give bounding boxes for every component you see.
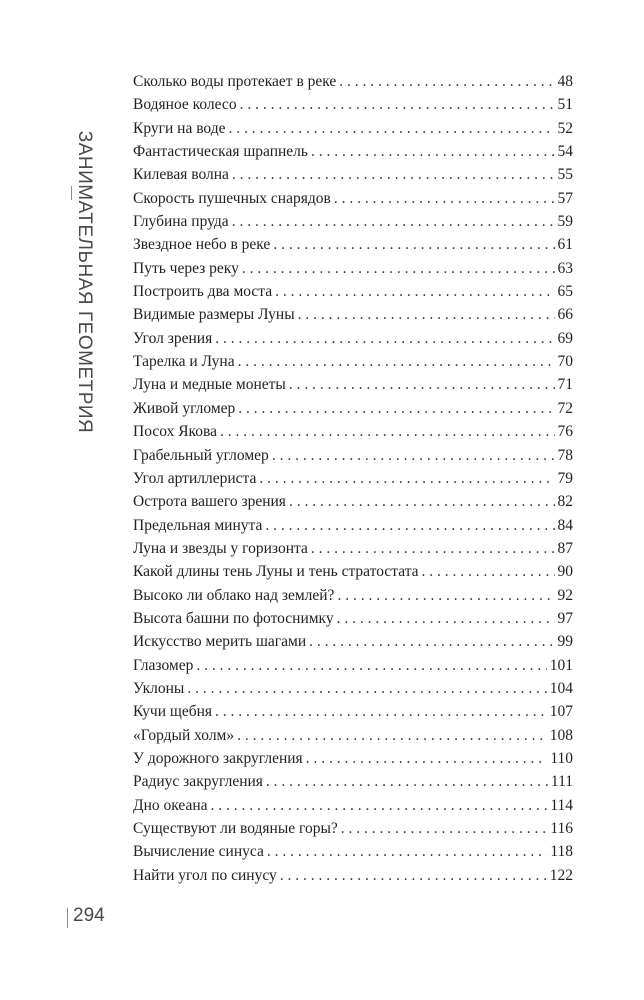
toc-entry-title: Высоко ли облако над землей? [133,586,335,604]
toc-entry-page: 70 [557,353,573,371]
toc-dot-leader [337,584,554,607]
toc-entry-page: 114 [550,796,573,814]
toc-entry[interactable] [133,607,573,630]
toc-entry-title: Глубина пруда [133,213,229,231]
toc-entry-title: Построить два моста [133,283,273,301]
toc-dot-leader [311,140,555,163]
toc-entry-title: «Гордый холм» [133,726,235,744]
toc-dot-leader [211,794,548,817]
toc-dot-leader [298,303,555,326]
toc-entry[interactable] [133,70,573,93]
toc-dot-leader [275,280,554,303]
toc-entry-title: Водяное колесо [133,96,237,114]
toc-entry-page: 97 [557,609,573,627]
toc-entry-title: Высота башни по фотоснимку [133,609,334,627]
toc-entry[interactable] [133,420,573,443]
toc-entry-page: 78 [557,446,573,464]
toc-entry[interactable] [133,117,573,140]
toc-entry-title: Грабельный угломер [133,446,269,464]
toc-entry-page: 63 [557,259,573,277]
toc-entry-page: 71 [557,376,573,394]
toc-entry[interactable] [133,280,573,303]
toc-entry-page: 59 [557,213,573,231]
toc-dot-leader [240,93,555,116]
toc-entry-page: 76 [557,423,573,441]
toc-entry[interactable] [133,537,573,560]
toc-dot-leader [232,163,555,186]
toc-entry[interactable] [133,350,573,373]
toc-entry[interactable] [133,770,573,793]
toc-entry-title: Угол зрения [133,329,213,347]
toc-dot-leader [280,864,547,887]
toc-entry-page: 61 [557,236,573,254]
toc-dot-leader [187,677,546,700]
toc-entry[interactable] [133,257,573,280]
toc-entry-page: 84 [557,516,573,534]
toc-entry-title: Уклоны [133,679,185,697]
toc-entry-page: 107 [549,703,573,721]
toc-dot-leader [289,490,555,513]
toc-entry-title: Живой угломер [133,399,236,417]
toc-dot-leader [306,747,548,770]
toc-entry[interactable] [133,327,573,350]
toc-dot-leader [238,350,555,373]
toc-entry[interactable] [133,677,573,700]
toc-entry[interactable] [133,840,573,863]
toc-entry[interactable] [133,163,573,186]
toc-entry-title: Круги на воде [133,119,226,137]
toc-entry[interactable] [133,187,573,210]
toc-entry[interactable] [133,303,573,326]
toc-entry-page: 66 [557,306,573,324]
toc-dot-leader [232,210,555,233]
toc-entry-page: 108 [549,726,573,744]
toc-entry-page: 90 [557,563,573,581]
toc-dot-leader [237,724,547,747]
toc-entry-title: Звездное небо в реке [133,236,271,254]
toc-entry-title: Найти угол по синусу [133,866,277,884]
toc-dot-leader [309,630,554,653]
toc-entry-title: Килевая волна [133,166,229,184]
toc-dot-leader [265,514,554,537]
toc-entry-page: 52 [557,119,573,137]
toc-entry-page: 48 [557,73,573,90]
toc-entry-title: Луна и звезды у горизонта [133,539,308,557]
toc-entry-title: Скорость пушечных снарядов [133,189,331,207]
toc-entry-title: Какой длины тень Луны и тень стратостата [133,563,419,581]
toc-entry[interactable] [133,373,573,396]
toc-entry-page: 101 [549,656,573,674]
toc-dot-leader [289,373,555,396]
toc-dot-leader [242,257,555,280]
toc-entry-title: Посох Якова [133,423,218,441]
toc-dot-leader [220,420,554,443]
toc-entry-title: Путь через реку [133,259,239,277]
toc-entry-page: 72 [557,399,573,417]
toc-dot-leader [339,70,554,93]
toc-dot-leader [422,560,555,583]
toc-dot-leader [215,327,554,350]
toc-entry[interactable] [133,444,573,467]
toc-entry-page: 79 [557,469,573,487]
toc-entry-page: 104 [549,679,573,697]
toc-entry[interactable] [133,514,573,537]
toc-entry[interactable] [133,490,573,513]
toc-entry-page: 110 [550,749,573,767]
toc-entry-title: Предельная минута [133,516,263,534]
toc-dot-leader [238,397,554,420]
toc-entry[interactable] [133,817,573,840]
toc-entry-page: 118 [550,843,573,861]
toc-entry-title: Искусство мерить шагами [133,633,307,651]
toc-entry[interactable] [133,210,573,233]
toc-dot-leader [311,537,555,560]
toc-dot-leader [196,654,546,677]
toc-dot-leader [267,840,547,863]
toc-dot-leader [229,117,555,140]
toc-entry-page: 82 [557,493,573,511]
page-number-divider [67,908,68,928]
toc-entry-title: Сколько воды протекает в реке [133,73,337,90]
toc-entry[interactable] [133,140,573,163]
toc-entry-page: 57 [557,189,573,207]
toc-entry-title: Луна и медные монеты [133,376,286,394]
toc-entry[interactable] [133,794,573,817]
toc-entry-title: Дно океана [133,796,208,814]
toc-entry-title: Кучи щебня [133,703,213,721]
toc-entry-page: 122 [549,866,573,884]
page-number: 294 [73,905,105,926]
toc-entry-page: 111 [550,773,573,791]
toc-entry-title: У дорожного закругления [133,749,303,767]
toc-entry[interactable] [133,467,573,490]
toc-entry[interactable] [133,584,573,607]
toc-dot-leader [273,233,554,256]
table-of-contents [133,70,573,887]
toc-entry[interactable] [133,630,573,653]
toc-entry[interactable] [133,724,573,747]
toc-entry[interactable] [133,864,573,887]
toc-dot-leader [215,700,547,723]
toc-entry-title: Радиус закругления [133,773,263,791]
toc-entry-title: Острота вашего зрения [133,493,286,511]
toc-entry[interactable] [133,93,573,116]
toc-entry[interactable] [133,654,573,677]
toc-entry-page: 116 [550,820,573,837]
toc-entry[interactable] [133,700,573,723]
toc-entry-page: 92 [557,586,573,604]
toc-dot-leader [272,444,555,467]
toc-entry-page: 51 [557,96,573,114]
toc-entry-title: Вычисление синуса [133,843,264,861]
toc-entry-title: Видимые размеры Луны [133,306,295,324]
running-head-book-title: ЗАНИМАТЕЛЬНАЯ ГЕОМЕТРИЯ [74,130,95,434]
toc-dot-leader [341,817,548,840]
toc-entry[interactable] [133,747,573,770]
toc-dot-leader [259,467,554,490]
toc-entry-page: 87 [557,539,573,557]
toc-entry[interactable] [133,397,573,420]
toc-entry[interactable] [133,560,573,583]
toc-entry-title: Фантастическая шрапнель [133,143,308,161]
toc-entry-page: 69 [557,329,573,347]
toc-entry-page: 99 [557,633,573,651]
toc-dot-leader [337,607,555,630]
toc-entry[interactable] [133,233,573,256]
toc-entry-title: Глазомер [133,656,194,674]
running-head-divider [71,186,72,200]
toc-entry-page: 54 [557,143,573,161]
toc-dot-leader [266,770,548,793]
toc-dot-leader [334,187,555,210]
toc-entry-title: Тарелка и Луна [133,353,235,371]
toc-entry-page: 65 [557,283,573,301]
toc-entry-title: Существуют ли водяные горы? [133,820,338,837]
toc-entry-title: Угол артиллериста [133,469,257,487]
toc-entry-page: 55 [557,166,573,184]
